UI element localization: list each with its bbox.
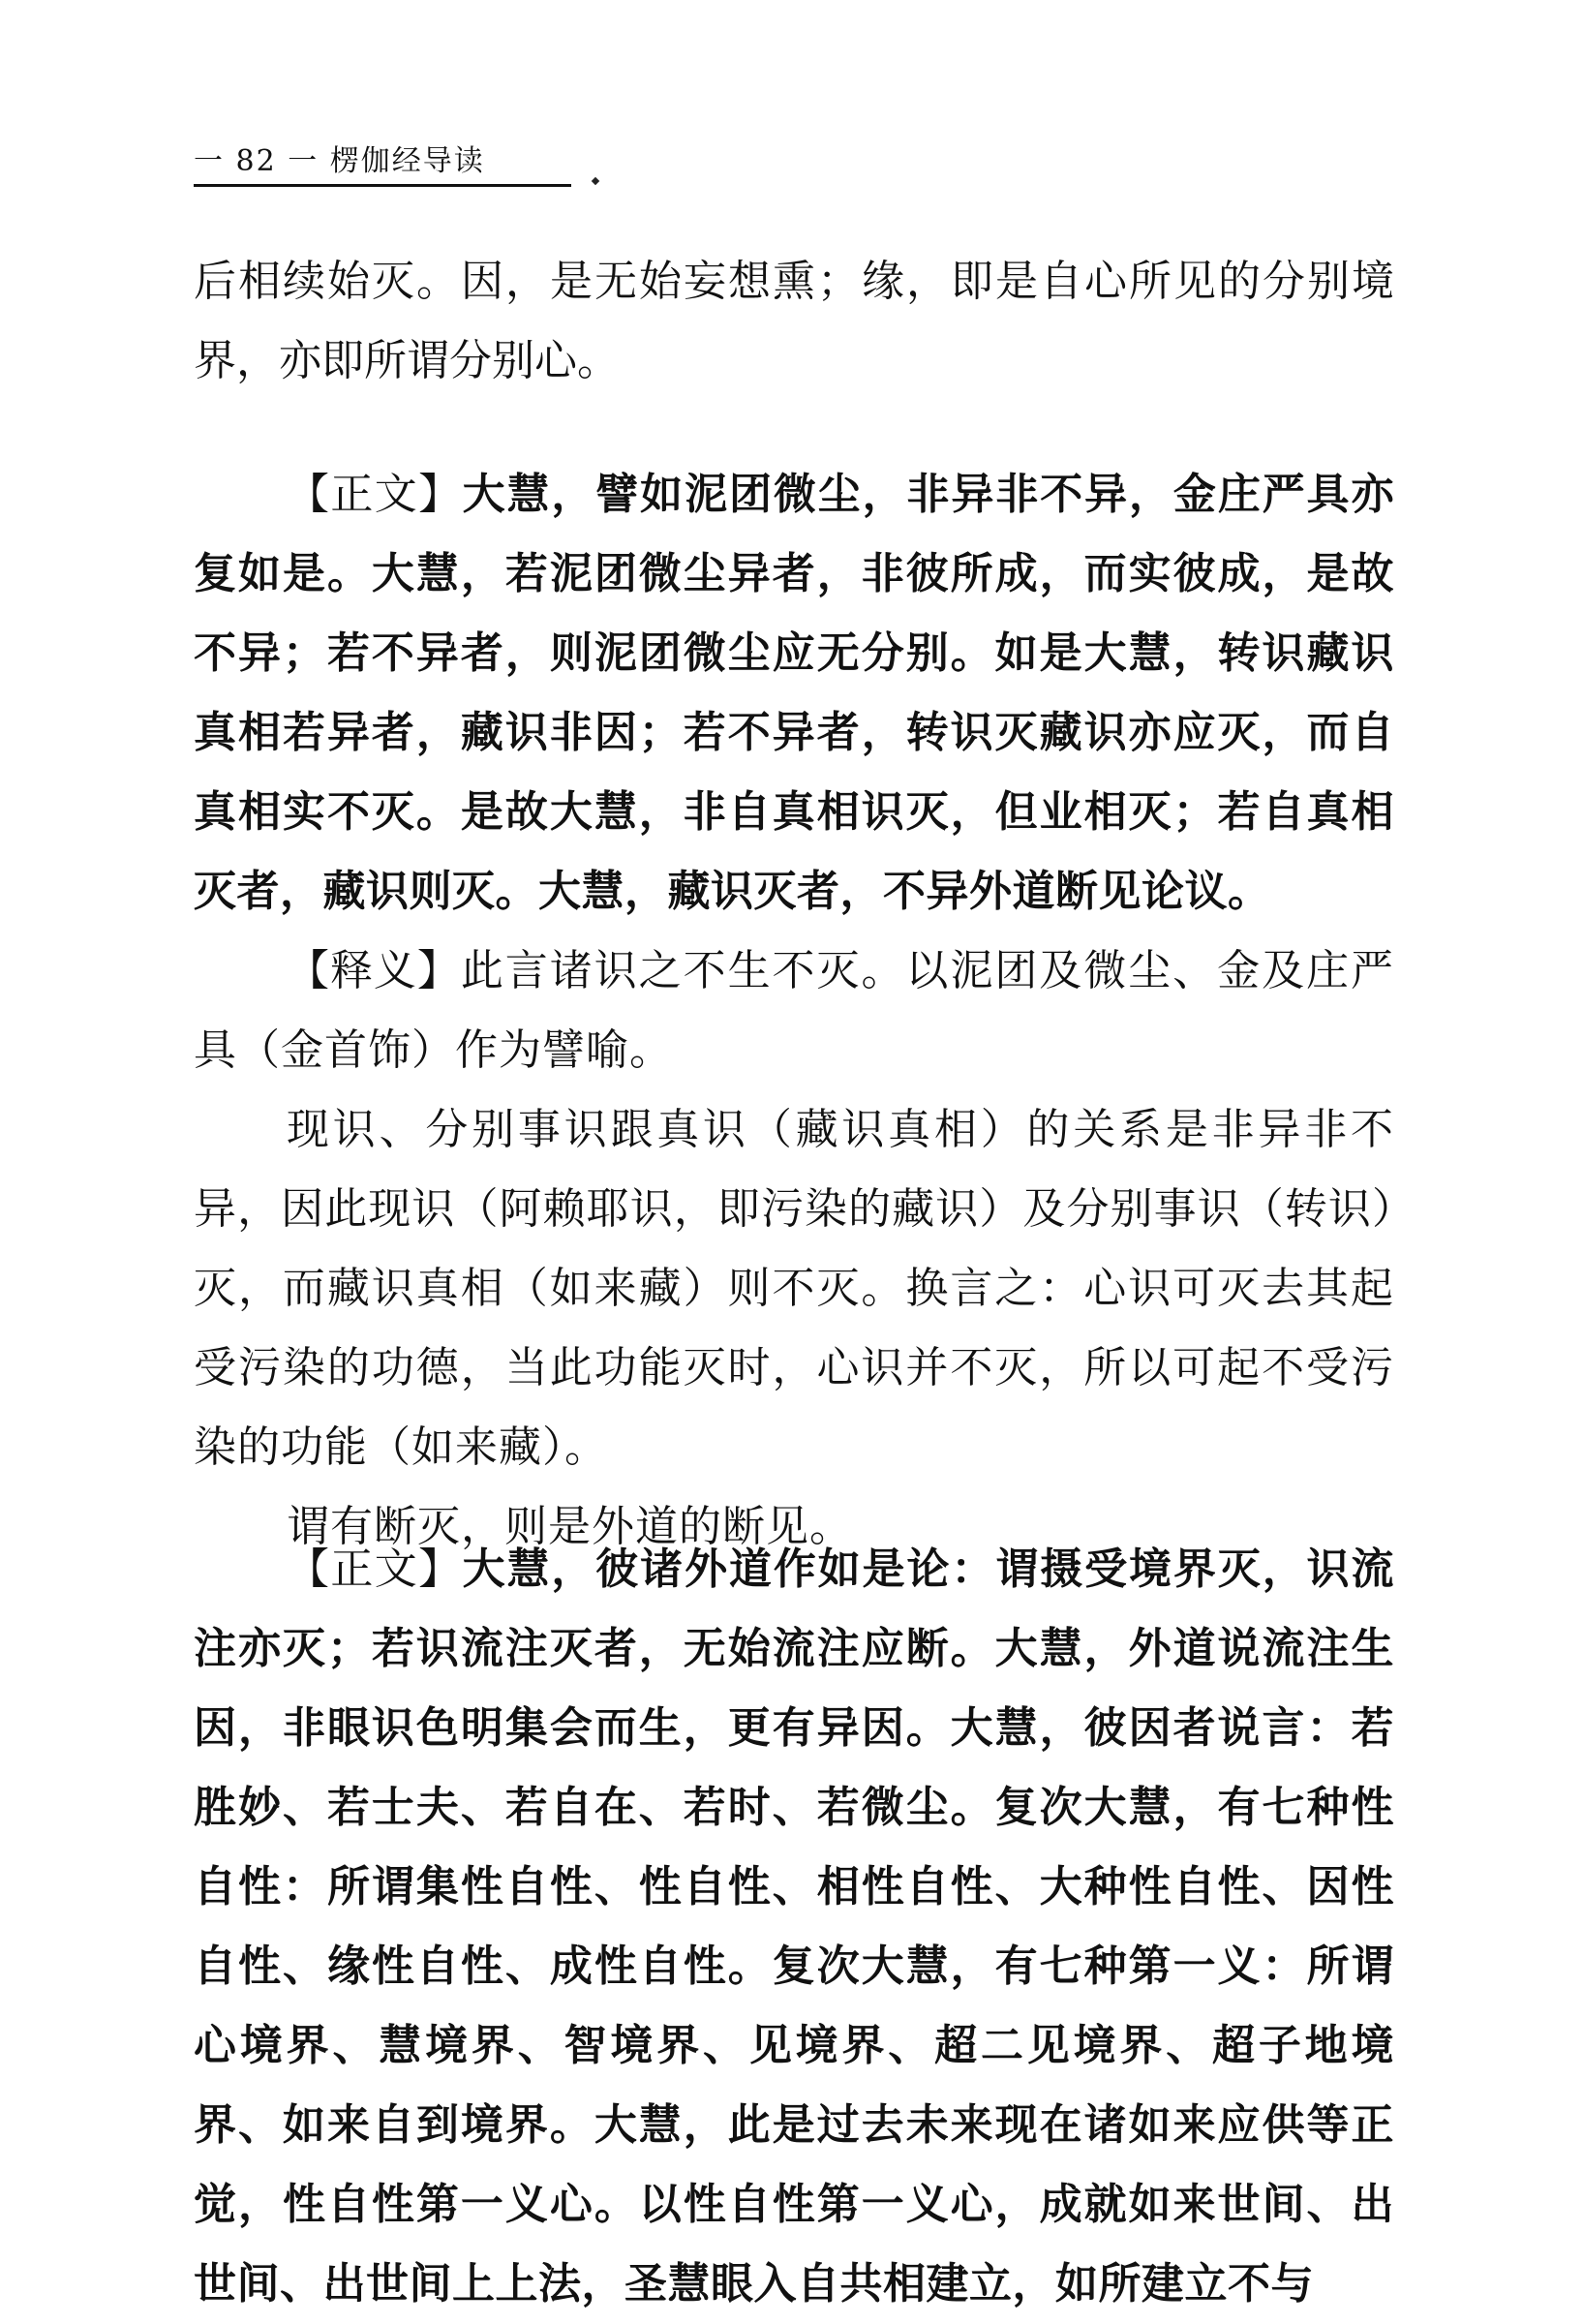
text-block-top [194, 242, 1394, 401]
text-block-middle [194, 455, 1394, 1567]
zhengwen-text: 大慧，譬如泥团微尘，非异非不异，金庄严具亦复如是。大慧，若泥团微尘异者，非彼所成，而实彼成，是故不异；若不异者，则泥团微尘应无分别。如是大慧，转识藏识真相若异者，藏识非因；若不异者，转识灭藏识亦应灭，而自真相实不灭。是故大慧，非自真相识灭，但业相灭；若自真相灭者，藏识则灭。大慧，藏识灭者，不异外道断见论议。 [194, 470, 1395, 916]
zhengwen-text-2: 大慧，彼诸外道作如是论：谓摄受境界灭，识流注亦灭；若识流注灭者，无始流注应断。大慧，外道说流注生因，非眼识色明集会而生，更有异因。大慧，彼因者说言：若胜妙、若士夫、若自在、若时、若微尘。复次大慧，有七种性自性：所谓集性自性、性自性、相性自性、大种性自性、因性自性、缘性自性、成性自性。复次大慧，有七种第一义：所谓心境界、慧境界、智境界、见境界、超二见境界、超子地境界、如来自到境界。大慧，此是过去未来现在诸如来应供等正觉，性自性第一义心。以性自性第一义心，成就如来世间、出世间、出世间上上法，圣慧眼入自共相建立，如所建立不与 [194, 1544, 1395, 2309]
header-text: 一 82 一 楞伽经导读 [194, 144, 485, 178]
text-block-bottom [194, 1530, 1394, 2324]
header-rule [194, 184, 571, 187]
continuation-paragraph: 后相续始灭。因，是无始妄想熏；缘，即是自心所见的分别境界，亦即所谓分别心。 [194, 257, 1394, 385]
commentary-paragraph-2: 谓有断灭，则是外道的断见。 [287, 1502, 853, 1551]
zhengwen-paragraph-2 [194, 1530, 1394, 2324]
shiyi-label: 【释义】 [287, 946, 461, 995]
running-header [194, 145, 620, 190]
zhengwen-label-2: 【正文】 [287, 1544, 463, 1594]
shiyi-text: 此言诸识之不生不灭。以泥团及微尘、金及庄严具（金首饰）作为譬喻。 [194, 946, 1395, 1075]
zhengwen-label: 【正文】 [287, 470, 463, 519]
shiyi-paragraph [194, 932, 1394, 1090]
zhengwen-paragraph-1 [194, 455, 1394, 932]
commentary-paragraph-1: 现识、分别事识跟真识（藏识真相）的关系是非异非不异，因此现识（阿赖耶识，即污染的藏识）及分别事识（转识）灭，而藏识真相（如来藏）则不灭。换言之：心识可灭去其起受污染的功德，当此功能灭时，心识并不灭，所以可起不受污染的功能（如来藏）。 [194, 1105, 1394, 1472]
